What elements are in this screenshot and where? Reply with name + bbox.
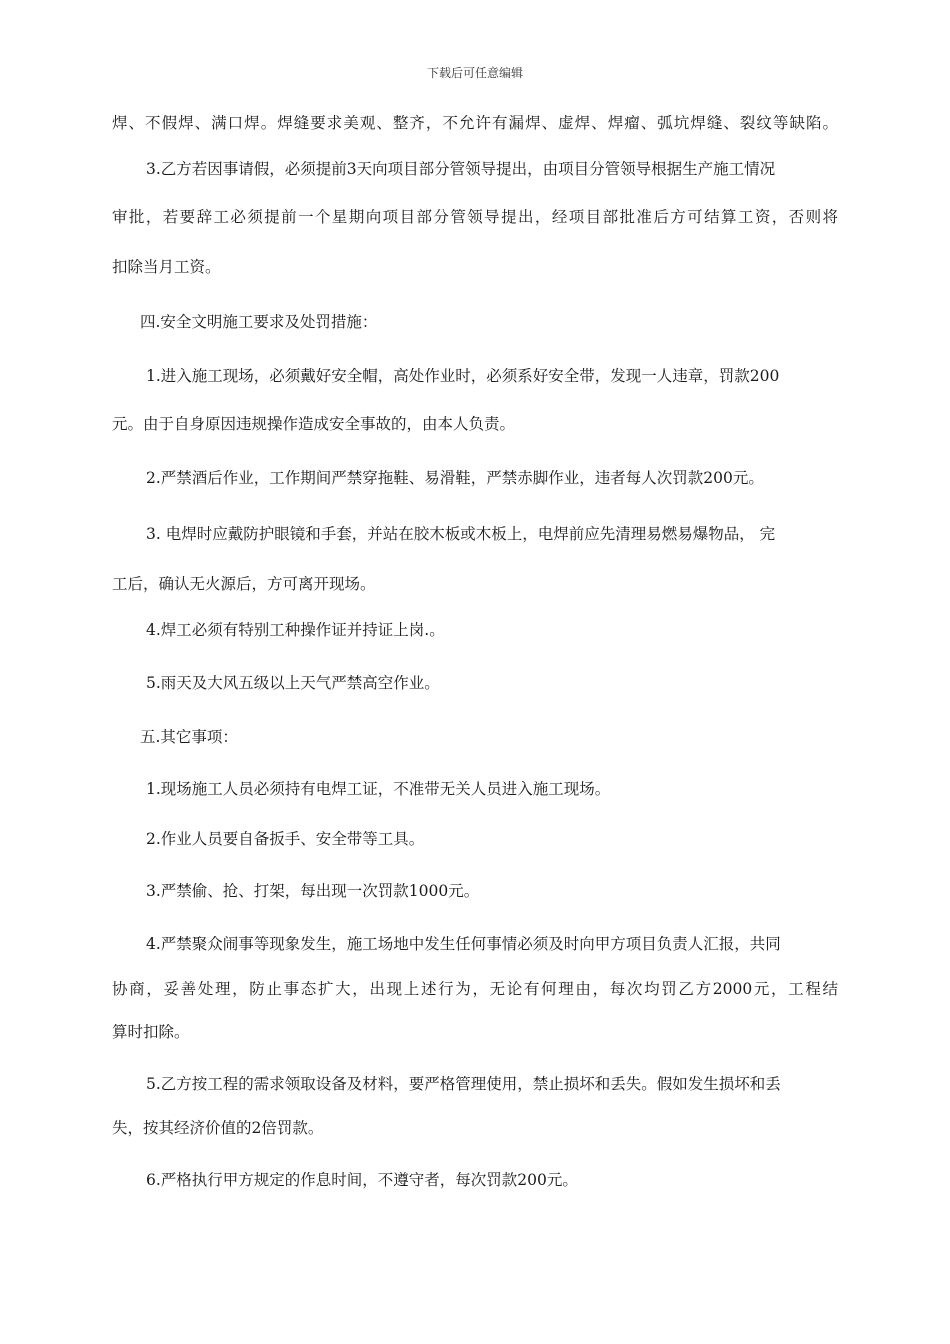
- page-header: 下载后可任意编辑: [426, 66, 523, 80]
- paragraph-line: 5.乙方按工程的需求领取设备及材料，要严格管理使用，禁止损坏和丢失。假如发生损坏和丢: [146, 1075, 781, 1093]
- paragraph-line: 3. 电焊时应戴防护眼镜和手套，并站在胶木板或木板上，电焊前应先清理易燃易爆物品， 完: [146, 525, 776, 543]
- paragraph-line: 扣除当月工资。: [112, 258, 221, 276]
- paragraph-line: 4.严禁聚众闹事等现象发生，施工场地中发生任何事情必须及时向甲方项目负责人汇报，共同: [146, 935, 781, 953]
- paragraph-line: 3.乙方若因事请假，必须提前3天向项目部分管领导提出，由项目分管领导根据生产施工情况: [146, 160, 776, 178]
- paragraph-line: 元。由于自身原因违规操作造成安全事故的，由本人负责。: [112, 415, 516, 433]
- section-heading: 五.其它事项：: [140, 728, 238, 746]
- paragraph-line: 协商，妥善处理，防止事态扩大，出现上述行为，无论有何理由，每次均罚乙方2000元，工程结: [112, 980, 838, 998]
- paragraph-line: 2.作业人员要自备扳手、安全带等工具。: [146, 830, 425, 848]
- paragraph-line: 4.焊工必须有特别工种操作证并持证上岗.。: [146, 621, 445, 639]
- paragraph-line: 3.严禁偷、抢、打架，每出现一次罚款1000元。: [146, 882, 480, 900]
- paragraph-line: 1.现场施工人员必须持有电焊工证，不准带无关人员进入施工现场。: [146, 780, 611, 798]
- paragraph-line: 6.严格执行甲方规定的作息时间，不遵守者，每次罚款200元。: [146, 1171, 578, 1189]
- paragraph-line: 焊、不假焊、满口焊。焊缝要求美观、整齐，不允许有漏焊、虚焊、焊瘤、弧坑焊缝、裂纹等缺陷。: [112, 114, 838, 132]
- section-heading: 四.安全文明施工要求及处罚措施：: [140, 313, 378, 331]
- paragraph-line: 2.严禁酒后作业，工作期间严禁穿拖鞋、易滑鞋，严禁赤脚作业，违者每人次罚款200元。: [146, 469, 764, 487]
- paragraph-line: 审批，若要辞工必须提前一个星期向项目部分管领导提出，经项目部批准后方可结算工资，否则将: [112, 208, 838, 226]
- paragraph-line: 5.雨天及大风五级以上天气严禁高空作业。: [146, 674, 440, 692]
- paragraph-line: 工后，确认无火源后，方可离开现场。: [112, 575, 376, 593]
- paragraph-line: 失，按其经济价值的2倍罚款。: [112, 1119, 324, 1137]
- paragraph-line: 1.进入施工现场，必须戴好安全帽，高处作业时，必须系好安全带，发现一人违章，罚款200: [146, 367, 780, 385]
- paragraph-line: 算时扣除。: [112, 1023, 190, 1041]
